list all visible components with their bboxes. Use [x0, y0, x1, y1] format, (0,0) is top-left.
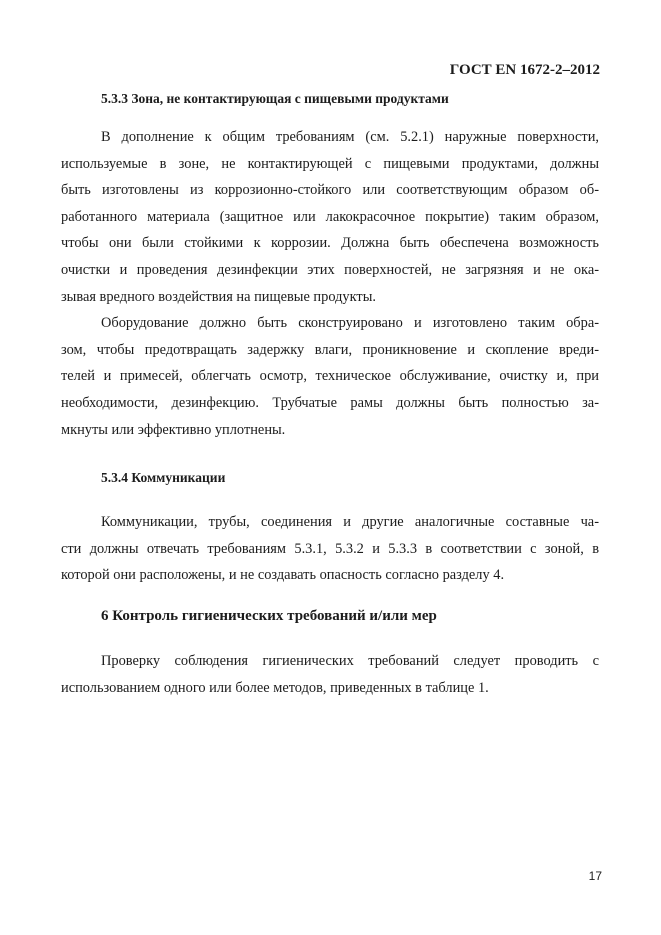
section-heading-6: 6 Контроль гигиенических требований и/или мер [101, 608, 437, 624]
paragraph [61, 648, 599, 701]
text-line: сти должны отвечать требованиям 5.3.1, 5.3.2 и 5.3.3 в соответствии с зоной, в [61, 540, 599, 557]
page-number: 17 [588, 869, 602, 883]
text-line: зом, чтобы предотвращать задержку влаги, проникновение и скопление вреди- [61, 341, 599, 358]
text-line: чтобы они были стойкими к коррозии. Должна быть обеспечена возможность [61, 235, 599, 252]
document-code: ГОСТ EN 1672-2–2012 [449, 62, 600, 78]
text-line: Оборудование должно быть сконструировано и изготовлено таким обра- [101, 315, 599, 332]
text-line: Коммуникации, трубы, соединения и другие аналогичные составные ча- [101, 514, 599, 530]
section-heading-5-3-3: 5.3.3 Зона, не контактирующая с пищевыми продуктами [101, 91, 449, 106]
text-line: быть изготовлены из коррозионно-стойкого или соответствующим образом об- [61, 182, 599, 199]
text-line: необходимости, дезинфекцию. Трубчатые рамы должны быть полностью за- [61, 394, 599, 411]
paragraph [61, 509, 599, 589]
section-heading-5-3-4: 5.3.4 Коммуникации [101, 470, 226, 485]
text-line: зывая вредного воздействия на пищевые продукты. [61, 288, 376, 305]
text-line: которой они расположены, и не создавать опасность согласно разделу 4. [61, 567, 505, 584]
text-line: работанного материала (защитное или лакокрасочное покрытие) таким образом, [61, 208, 599, 225]
text-line: Проверку соблюдения гигиенических требований следует проводить с [101, 653, 599, 669]
text-line: В дополнение к общим требованиям (см. 5.2.1) наружные поверхности, [101, 129, 599, 145]
text-line: использованием одного или более методов, приведенных в таблице 1. [61, 679, 489, 696]
text-line: очистки и проведения дезинфекции этих поверхностей, не загрязняя и не ока- [61, 261, 599, 278]
paragraph [61, 124, 599, 443]
text-line: телей и примесей, облегчать осмотр, техническое обслуживание, очистку и, при [61, 368, 599, 385]
text-line: используемые в зоне, не контактирующей с пищевыми продуктами, должны [61, 155, 599, 172]
text-line: мкнуты или эффективно уплотнены. [61, 421, 286, 438]
